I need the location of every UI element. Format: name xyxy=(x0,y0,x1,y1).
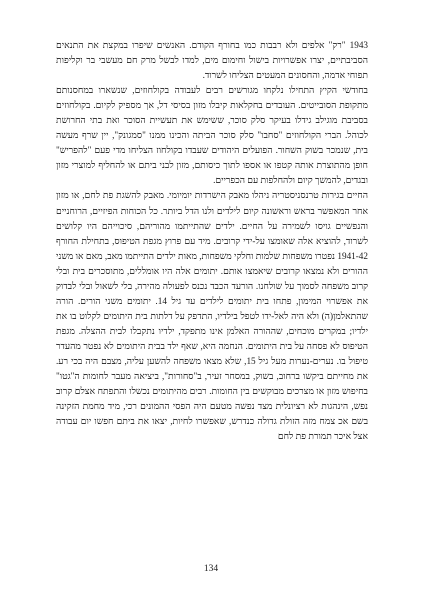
page-number: 134 xyxy=(203,564,219,574)
paragraph-3: החיים בגירות טרנסניסטריה ניהלו מאבק הישרדות יומיומי. מאבק להשגת פת לחם, או מזון אחר המאפשר בראש וראשונה קיום לילדים ולנו הדל ביותר. כל הכוחות הפיזיים, הרוחניים והנפשיים גויסו לשמירה על החיים. ילדים שהתייתמו מהוריהם, סיכוייהם היו קלושים לשרוד, להוציא אלה שאומצו על-ידי קרובים. מיד עם פרוץ מגפת הטיפוס, בתחילת החורף 1941-42 נפטרו משפחות שלמות וחלקי משפחות, מאות ילדים התייתמו מאב, מאם או משני ההורים ולא נמצאו קרובים שיאמצו אותם. יתומים אלה היו אומללים, מתוסכרים בית ובלי קרוב משפחה לסמוך על שולחנו. הורעד הכבד נכנס לפעולה מהירה, בלי לשאול ובלי לבדוק את אפשרוי המימון, פתחו בית יתומים לילדים עד גיל 14. יתומים משני הורים. הורה שהתאלמן(ה) ולא היה לאל-ידו לטפל בילדיו, התדפק על דלתות בית היתומים לקלוט בו את ילדיו; במקרים מוכחים, שההורה האלמן אינו מתפקד, ילדיו נתקבלו לבית ההצלה. מגפת הטיפוס לא פסחה על בית היתומים. הנחמה היא, שאף ילד בבית היתומים לא נפטר מהעדר טיפול בו. נערים-נערות מעל גיל 15, שלא מצאו משפחה להשען עליה, מצבם היה בכי רע. את מחייתם ביקשו ברחוב, בשוק, במסחר זעיר, ב"סחורות", ביציאה מעבר לחומות ה"גטו" בחיפוש מזון או מצרכים מבוקשים בין החומות. רבים מהיתומים נכשלו והתפתח אצלם קרוב נפש, הינהגות לא רציונלית מצד נפשה מטעם היה הפסי ההמונים רכי, מיד מחמת הזקינה בשם אכ צמח מזה הזולת גדולה כנדרש, שאפשרו לחיות, יצאו את ביתם חפשו יום עבודה אצל איכר תמורת פת לחם xyxy=(56,190,368,442)
body-text xyxy=(56,38,368,548)
paragraph-1: 1943 "רק" אלפים ולא רבבות כמו בחורף הקודם. האנשים שיפרו במקצת את התנאים הסביבתיים, יצרו אפשרויות בישול וחימום מים, למדו לבשל מרק חם מעשבי בר וקליפות תפוחי אדמה, והחסונים המעטים הצליחו לשרוד. xyxy=(56,40,368,81)
paragraph-2: בחודשי הקיץ התחילו נלקחו מגורשים רבים לעבודה בקולחוזים, שנשארו במחסנותם מתקופת הסובייטים. העובדים בחקלאות קיבלו מזון בסיסי דל, אך מספיק לקיום. בקולחוזים בסביבת מוגילב גידלו בעיקר סלק סוכר, ששימש את תעשיית הסוכר ואת בתי החרושת לכוהל. הברי הקולחוזים "סחבו" סלק סוכר הביתה והכינו ממנו "סמגונק", יין שרף מעשה בית, שנמכר בשוק השחור. הפועלים היהודים שעבדו בקולחוז הצליחו מדי פעם "להפריש" חופן מהתוצרת אותה קטפו או אספו לתוך כיסותם, מזון לבני ביתם או להחליף למוצרי מזון ובגדים, להמשך קיום ולהחלפות עם הכפריים. xyxy=(56,85,368,186)
